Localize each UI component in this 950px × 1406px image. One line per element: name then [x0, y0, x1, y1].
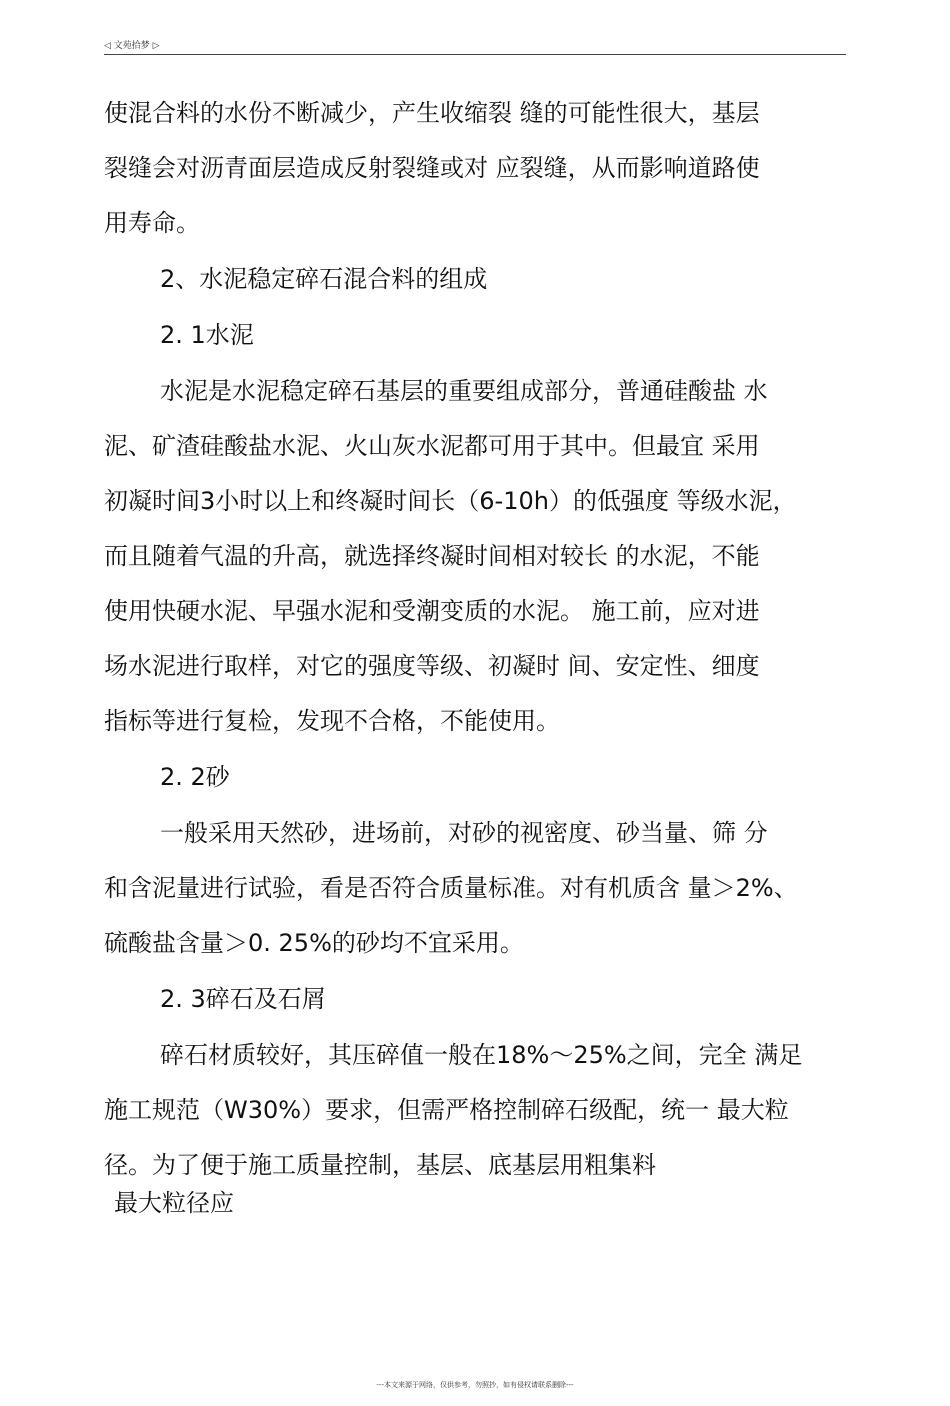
body-line: 碎石材质较好，其压碎值一般在18%〜25%之间，完全 满足 — [160, 1041, 803, 1069]
body-line: 初凝时间3小时以上和终凝时间长（6-10h）的低强度 等级水泥， — [104, 487, 797, 515]
body-line: 泥、矿渣硅酸盐水泥、火山灰水泥都可用于其中。但最宜 采用 — [104, 432, 760, 460]
body-line: 和含泥量进行试验，看是否符合质量标准。对有机质含 量＞2%、 — [104, 874, 798, 902]
subsection-heading: 2. 1水泥 — [160, 321, 254, 349]
body-line: 裂缝会对沥青面层造成反射裂缝或对 应裂缝，从而影响道路使 — [104, 154, 760, 182]
body-line: 硫酸盐含量＞0. 25%的砂均不宜采用。 — [104, 929, 524, 957]
body-line: 使混合料的水份不断减少，产生收缩裂 缝的可能性很大，基层 — [104, 99, 760, 127]
subsection-heading: 2. 2砂 — [160, 763, 230, 791]
subsection-heading: 2. 3碎石及石屑 — [160, 985, 326, 1013]
body-line: 场水泥进行取样，对它的强度等级、初凝时 间、安定性、细度 — [104, 652, 760, 680]
body-line: 用寿命。 — [104, 209, 200, 237]
body-line: 施工规范（W30%）要求，但需严格控制碎石级配，统一 最大粒 — [104, 1096, 789, 1124]
body-line: 而且随着气温的升高，就选择终凝时间相对较长 的水泥，不能 — [104, 542, 760, 570]
body-line: 使用快硬水泥、早强水泥和受潮变质的水泥。 施工前，应对进 — [104, 597, 760, 625]
header-divider — [104, 54, 846, 55]
body-line: 最大粒径应 — [114, 1189, 234, 1217]
body-line: 指标等进行复检，发现不合格，不能使用。 — [104, 707, 560, 735]
body-line: 径。为了便于施工质量控制，基层、底基层用粗集料 — [104, 1151, 656, 1179]
page-footer: ---本文来源于网络，仅供参考，勿照抄，如有侵权请联系删除--- — [376, 1381, 574, 1389]
page-header: ◁ 文苑拾梦 ▷ — [104, 41, 160, 51]
section-heading: 2、水泥稳定碎石混合料的组成 — [160, 265, 488, 293]
body-line: 一般采用天然砂，进场前，对砂的视密度、砂当量、筛 分 — [160, 819, 768, 847]
body-line: 水泥是水泥稳定碎石基层的重要组成部分，普通硅酸盐 水 — [160, 377, 768, 405]
